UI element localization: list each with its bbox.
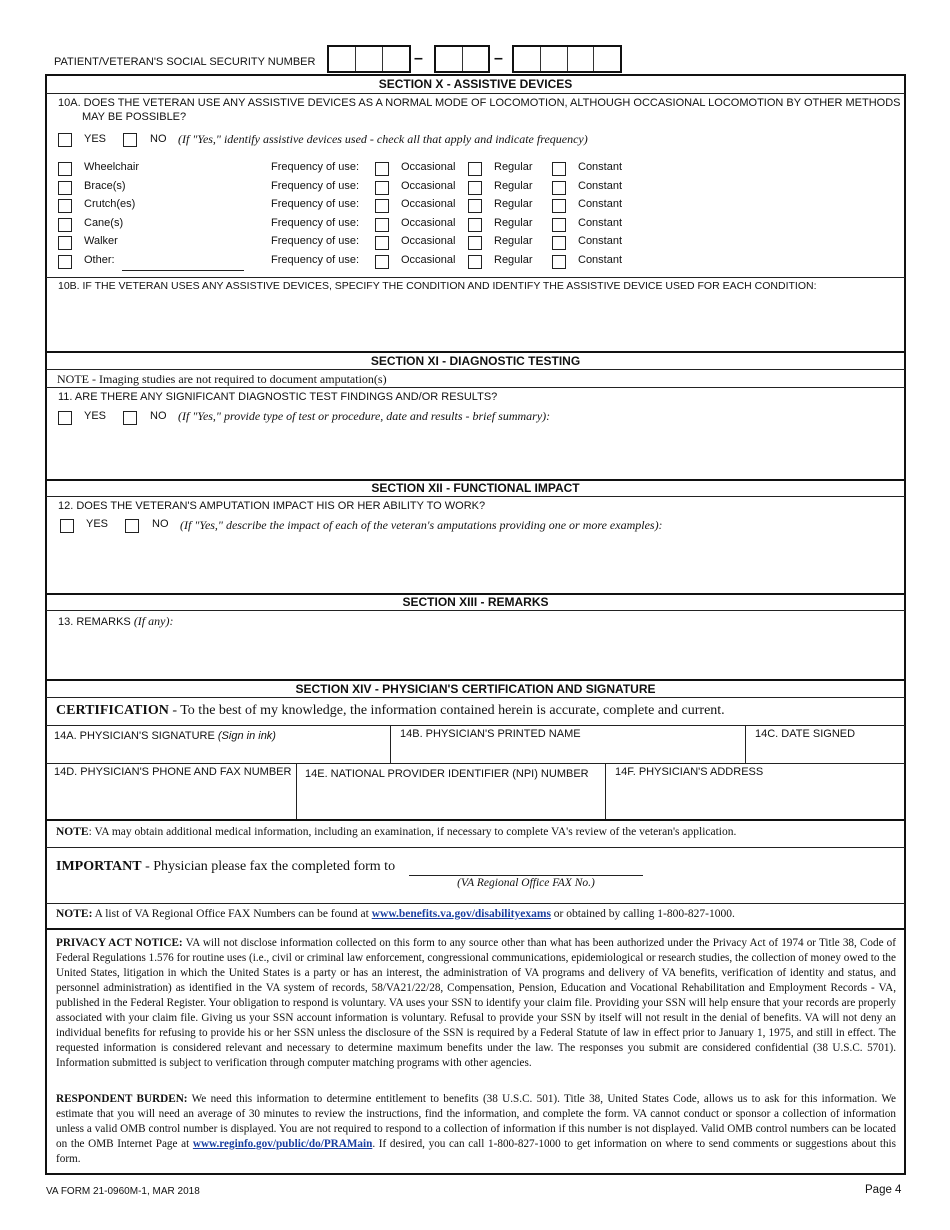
device-checkbox-5[interactable] <box>58 255 72 269</box>
q10a-text-line1: 10A. DOES THE VETERAN USE ANY ASSISTIVE DEVICES AS A NORMAL MODE OF LOCOMOTION, ALTHOUGH OCCASIONAL LOCOMOTION BY OTHER METHODS <box>58 97 901 109</box>
physician-phone-fax-field[interactable] <box>46 782 296 818</box>
q10a-no-checkbox[interactable] <box>123 133 137 147</box>
ssn-label: PATIENT/VETERAN'S SOCIAL SECURITY NUMBER <box>54 56 316 68</box>
frequency-option-label: Constant <box>578 180 623 192</box>
device-checkbox-1[interactable] <box>58 181 72 195</box>
frequency-checkbox-4-1[interactable] <box>468 236 482 250</box>
frequency-checkbox-0-1[interactable] <box>468 162 482 176</box>
important-text: - Physician please fax the completed form to <box>141 859 396 874</box>
section-xii-title: SECTION XII - FUNCTIONAL IMPACT <box>371 481 580 495</box>
frequency-checkbox-5-0[interactable] <box>375 255 389 269</box>
field-14b-label: 14B. PHYSICIAN'S PRINTED NAME <box>400 728 581 740</box>
ssn-part1-field[interactable] <box>327 45 411 73</box>
frequency-option-label: Occasional <box>401 254 456 266</box>
q11-text: 11. ARE THERE ANY SIGNIFICANT DIAGNOSTIC TEST FINDINGS AND/OR RESULTS? <box>58 391 498 403</box>
physician-signature-field[interactable] <box>46 744 390 762</box>
frequency-label: Frequency of use: <box>271 180 360 192</box>
frequency-label: Frequency of use: <box>271 217 360 229</box>
certification-label: CERTIFICATION <box>56 703 169 718</box>
frequency-option-label: Constant <box>578 161 623 173</box>
device-label-1: Brace(s) <box>84 180 126 192</box>
q11-no-label: NO <box>150 410 167 422</box>
frequency-checkbox-1-1[interactable] <box>468 181 482 195</box>
frequency-option-label: Regular <box>494 198 533 210</box>
device-checkbox-4[interactable] <box>58 236 72 250</box>
frequency-option-label: Occasional <box>401 235 456 247</box>
important-label: IMPORTANT <box>56 859 142 874</box>
q12-no-checkbox[interactable] <box>125 519 139 533</box>
device-checkbox-3[interactable] <box>58 218 72 232</box>
frequency-option-label: Constant <box>578 198 623 210</box>
certification-text: - To the best of my knowledge, the information contained herein is accurate, complete and current. <box>168 703 725 718</box>
frequency-option-label: Occasional <box>401 217 456 229</box>
frequency-checkbox-5-1[interactable] <box>468 255 482 269</box>
frequency-checkbox-3-0[interactable] <box>375 218 389 232</box>
device-label-0: Wheelchair <box>84 161 140 173</box>
device-label-5: Other: <box>84 254 115 266</box>
frequency-checkbox-3-2[interactable] <box>552 218 566 232</box>
frequency-option-label: Constant <box>578 235 623 247</box>
frequency-checkbox-2-0[interactable] <box>375 199 389 213</box>
q13-hint: (If any): <box>133 614 174 628</box>
respondent-burden <box>56 1092 896 1167</box>
frequency-option-label: Constant <box>578 254 623 266</box>
q10b-answer-area[interactable] <box>46 295 905 351</box>
frequency-checkbox-5-2[interactable] <box>552 255 566 269</box>
device-label-3: Cane(s) <box>84 217 124 229</box>
q10a-yes-checkbox[interactable] <box>58 133 72 147</box>
privacy-act-notice <box>56 936 896 1071</box>
frequency-checkbox-0-2[interactable] <box>552 162 566 176</box>
device-label-4: Walker <box>84 235 118 247</box>
field-14a-label <box>54 730 276 742</box>
physician-signature-hint: (Sign in ink) <box>217 730 276 742</box>
frequency-label: Frequency of use: <box>271 161 360 173</box>
date-signed-field[interactable] <box>746 744 905 762</box>
device-checkbox-2[interactable] <box>58 199 72 213</box>
respondent-burden-text: We need this information to determine entitlement to benefits (38 U.S.C. 501). Title 38, United States Code, allows us to ask for this information. We estimate that you will need an average of 30 minutes to review the instructions, find the information, and complete the form. VA cannot conduct or sponsor a collection of information unless a valid OMB control number is displayed. You are not required to respond to a collection of information if this number is not displayed. Valid OMB control numbers can be located on the OMB Internet Page at <box>56 1093 896 1150</box>
field-14d-label: 14D. PHYSICIAN'S PHONE AND FAX NUMBER <box>54 766 292 778</box>
q10a-no-label: NO <box>150 133 167 145</box>
note-fax-list <box>56 908 735 920</box>
physician-printed-name-field[interactable] <box>391 744 745 762</box>
npi-number-field[interactable] <box>297 784 605 818</box>
section-xiii-title: SECTION XIII - REMARKS <box>402 595 549 609</box>
frequency-option-label: Regular <box>494 161 533 173</box>
frequency-option-label: Constant <box>578 217 623 229</box>
frequency-label: Frequency of use: <box>271 254 360 266</box>
frequency-option-label: Occasional <box>401 180 456 192</box>
ssn-part2-field[interactable] <box>434 45 490 73</box>
frequency-checkbox-1-0[interactable] <box>375 181 389 195</box>
important-fax-instruction <box>56 859 395 875</box>
page-number: Page 4 <box>865 1184 902 1196</box>
fax-number-field[interactable] <box>409 875 643 876</box>
device-label-2: Crutch(es) <box>84 198 136 210</box>
q12-text: 12. DOES THE VETERAN'S AMPUTATION IMPACT HIS OR HER ABILITY TO WORK? <box>58 500 486 512</box>
frequency-option-label: Regular <box>494 235 533 247</box>
ssn-part3-field[interactable] <box>512 45 622 73</box>
note-fax-tail: or obtained by calling 1-800-827-1000. <box>550 908 735 920</box>
physician-signature-label: 14A. PHYSICIAN'S SIGNATURE <box>54 730 215 742</box>
q13-text <box>58 614 173 629</box>
q11-yes-label: YES <box>84 410 107 422</box>
frequency-option-label: Occasional <box>401 198 456 210</box>
q11-no-checkbox[interactable] <box>123 411 137 425</box>
certification-statement <box>56 703 725 719</box>
frequency-checkbox-4-2[interactable] <box>552 236 566 250</box>
q10a-yes-label: YES <box>84 133 107 145</box>
device-checkbox-0[interactable] <box>58 162 72 176</box>
q11-answer-area[interactable] <box>46 428 905 478</box>
frequency-checkbox-2-2[interactable] <box>552 199 566 213</box>
section-xiv-title: SECTION XIV - PHYSICIAN'S CERTIFICATION AND SIGNATURE <box>295 682 656 696</box>
field-14f-label: 14F. PHYSICIAN'S ADDRESS <box>615 766 764 778</box>
ssn-dash-1: – <box>414 50 423 67</box>
q10b-text: 10B. IF THE VETERAN USES ANY ASSISTIVE DEVICES, SPECIFY THE CONDITION AND IDENTIFY THE ASSISTIVE DEVICE USED FOR EACH CONDITION: <box>58 280 817 292</box>
q12-answer-area[interactable] <box>46 536 905 592</box>
q12-yes-checkbox[interactable] <box>60 519 74 533</box>
frequency-checkbox-2-1[interactable] <box>468 199 482 213</box>
q12-no-label: NO <box>152 518 169 530</box>
q12-instruction: (If "Yes," describe the impact of each of the veteran's amputations providing one or more examples): <box>180 518 663 532</box>
note-label: NOTE <box>56 826 89 838</box>
remarks-answer-area[interactable] <box>46 630 905 678</box>
physician-address-field[interactable] <box>606 782 905 818</box>
q13-label: 13. REMARKS <box>58 616 131 628</box>
note-fax-label: NOTE: <box>56 908 93 920</box>
respondent-burden-label: RESPONDENT BURDEN: <box>56 1093 188 1105</box>
q10a-instruction: (If "Yes," identify assistive devices used - check all that apply and indicate frequency) <box>178 132 588 146</box>
frequency-option-label: Occasional <box>401 161 456 173</box>
ssn-dash-2: – <box>494 50 503 67</box>
benefits-link[interactable]: www.benefits.va.gov/disabilityexams <box>371 908 551 920</box>
note-additional-info <box>56 826 736 838</box>
field-14c-label: 14C. DATE SIGNED <box>755 728 856 740</box>
field-14e-label: 14E. NATIONAL PROVIDER IDENTIFIER (NPI) NUMBER <box>305 768 589 780</box>
note-fax-text: A list of VA Regional Office FAX Numbers can be found at <box>92 908 372 920</box>
other-device-line[interactable] <box>122 270 244 271</box>
frequency-checkbox-0-0[interactable] <box>375 162 389 176</box>
section-x-title: SECTION X - ASSISTIVE DEVICES <box>378 77 573 91</box>
omb-link[interactable]: www.reginfo.gov/public/do/PRAMain <box>192 1138 373 1150</box>
fax-caption: (VA Regional Office FAX No.) <box>457 877 595 889</box>
q11-yes-checkbox[interactable] <box>58 411 72 425</box>
frequency-option-label: Regular <box>494 180 533 192</box>
section-xi-title: SECTION XI - DIAGNOSTIC TESTING <box>370 354 581 368</box>
respondent-burden-tail: . If desired, you can call 1-800-827-1000 to get information on where to send comments or suggestions about this form. <box>56 1138 897 1165</box>
privacy-act-text: VA will not disclose information collected on this form to any source other than what has been authorized under the Privacy Act of 1974 or Title 38, Code of Federal Regulations 1.576 for routine uses (i.e., civil or criminal law enforcement, congressional communications, epidemiological or research studies, the collection of money owed to the United States, litigation in which the United States is a party or has an interest, the administration of VA programs and delivery of VA benefits, verification of identity and status, and personnel administration) as identified in the VA system of records, 58/VA21/22/28, Compensation, Pension, Education and Vocational Rehabilitation and Employment Records - VA, published in the Federal Register. Your obligation to respond is voluntary. VA uses your SSN to identify your claim file. Providing your SSN will help ensure that your records are properly associated with your claim file. Giving us your SSN account information is voluntary. Refusal to provide your SSN by itself will not result in the denial of benefits. VA will not deny an individual benefits for refusing to provide his or her SSN unless the disclosure of the SSN is required by a Federal Statute of law in effect prior to January 1, 1975, and still in effect. The requested information is considered relevant and necessary to determine maximum benefits under the law. The responses you submit are considered confidential (38 U.S.C. 5701). Information submitted is subject to verification through computer matching programs with other agencies. <box>56 937 897 1069</box>
frequency-checkbox-3-1[interactable] <box>468 218 482 232</box>
frequency-checkbox-1-2[interactable] <box>552 181 566 195</box>
frequency-label: Frequency of use: <box>271 198 360 210</box>
q10a-text-line2: MAY BE POSSIBLE? <box>82 111 187 123</box>
form-identifier: VA FORM 21-0960M-1, MAR 2018 <box>46 1186 200 1197</box>
q11-instruction: (If "Yes," provide type of test or procedure, date and results - brief summary): <box>178 409 551 423</box>
q12-yes-label: YES <box>86 518 109 530</box>
frequency-label: Frequency of use: <box>271 235 360 247</box>
frequency-checkbox-4-0[interactable] <box>375 236 389 250</box>
frequency-option-label: Regular <box>494 217 533 229</box>
imaging-note: NOTE - Imaging studies are not required to document amputation(s) <box>57 372 387 386</box>
note-text: : VA may obtain additional medical information, including an examination, if necessary to complete VA's review of the veteran's application. <box>88 826 737 838</box>
privacy-act-label: PRIVACY ACT NOTICE: <box>56 937 183 949</box>
frequency-option-label: Regular <box>494 254 533 266</box>
